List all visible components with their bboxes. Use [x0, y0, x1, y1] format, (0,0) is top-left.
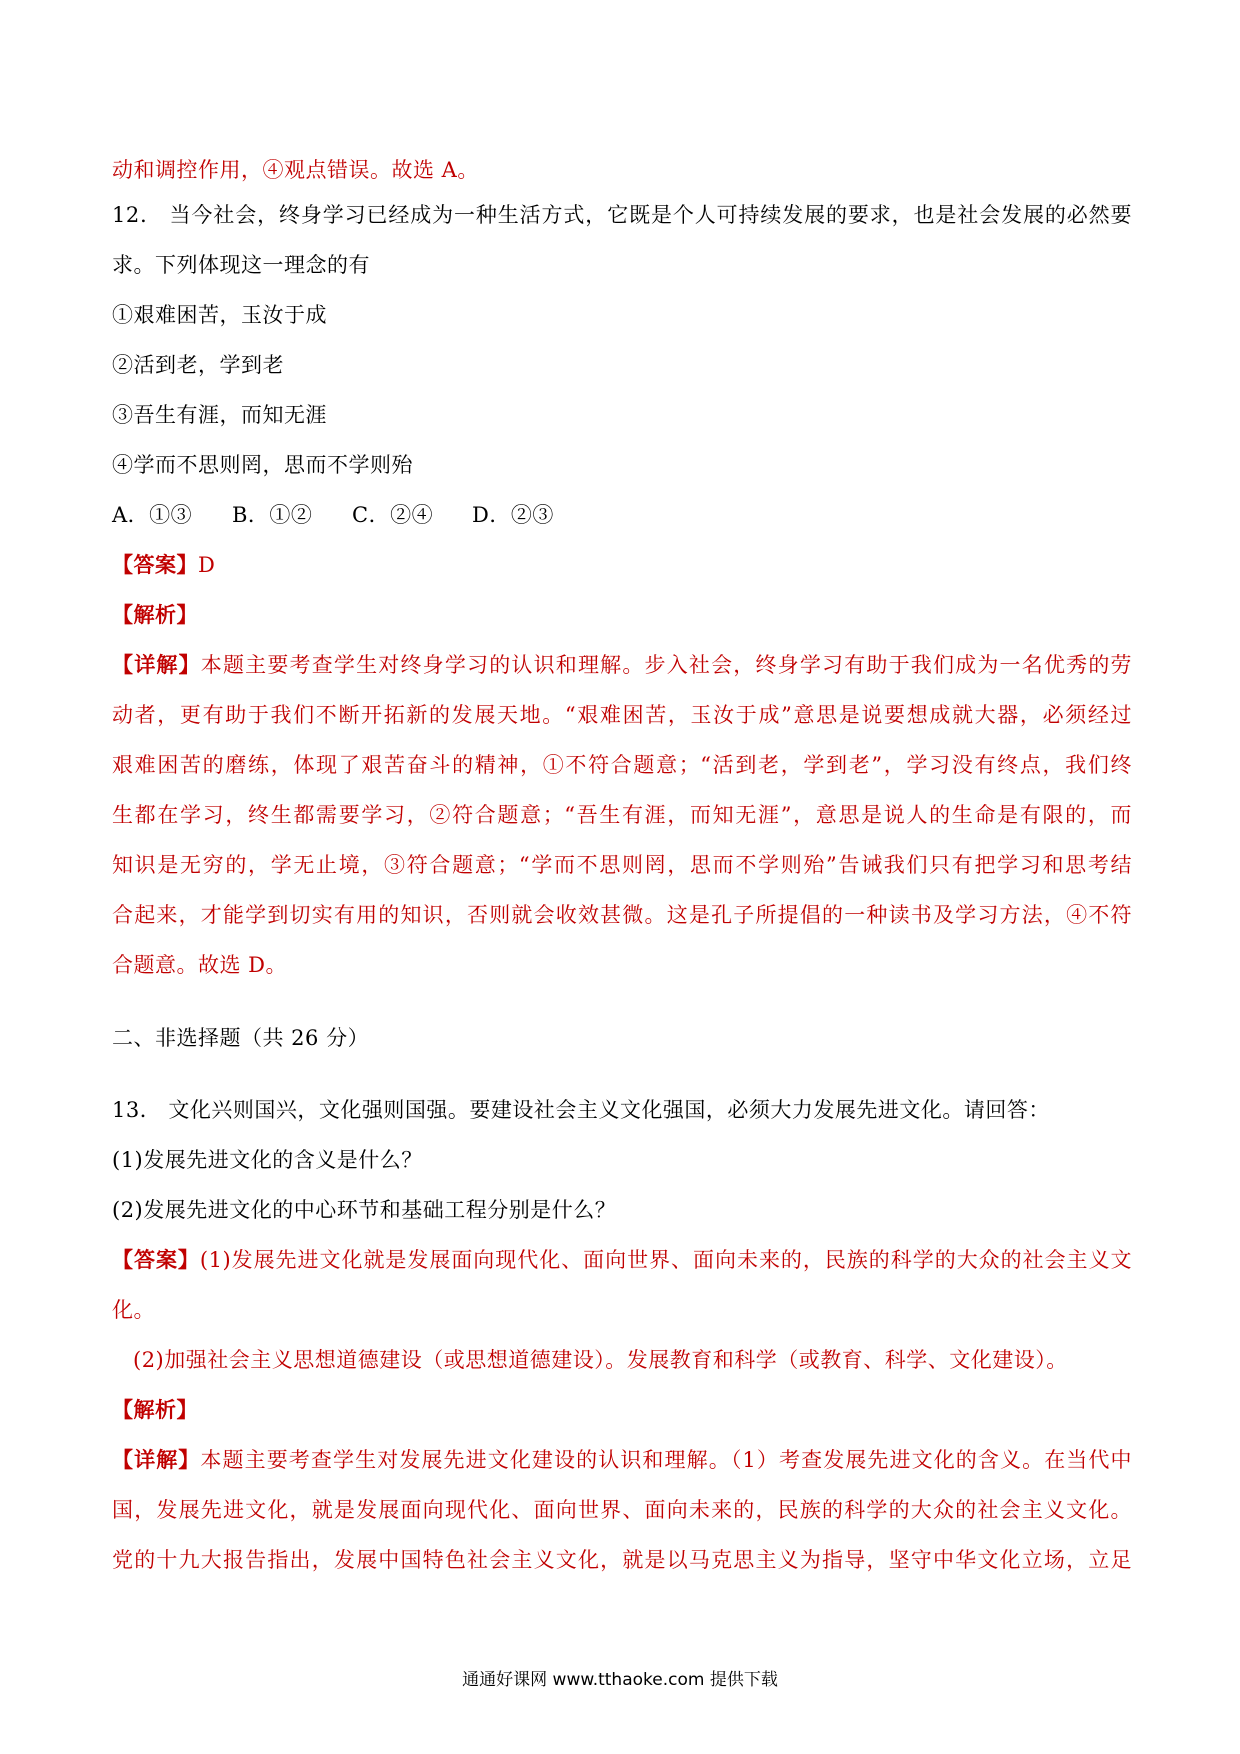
- choice-d: D．②③: [472, 503, 554, 527]
- choice-a: A．①③: [112, 503, 193, 527]
- question-12-answer: [112, 550, 1132, 580]
- answer-label: 【答案】: [112, 1247, 200, 1272]
- page-footer: 通通好课网 www.tthaoke.com 提供下载: [462, 1670, 778, 1690]
- prev-answer-tail: [112, 155, 1132, 185]
- question-13-analysis-label: 【解析】: [112, 1397, 198, 1422]
- question-12-detail-line2: 动者，更有助于我们不断开拓新的发展天地。“艰难困苦，玉汝于成”意思是说要想成就大器，必须经过: [112, 703, 1132, 727]
- question-12-detail-line5: 知识是无穷的，学无止境，③符合题意；“学而不思则罔，思而不学则殆”告诫我们只有把学习和思考结: [112, 853, 1132, 877]
- choice-c: C．②④: [352, 503, 434, 527]
- question-12-statement-2: ②活到老，学到老: [112, 353, 284, 377]
- choice-b: B．①②: [232, 503, 313, 527]
- question-12-statement-3: ③吾生有涯，而知无涯: [112, 403, 327, 427]
- question-13-detail-line2: 国，发展先进文化，就是发展面向现代化、面向世界、面向未来的，民族的科学的大众的社会主义文化。: [112, 1498, 1132, 1522]
- answer-value: D: [198, 553, 216, 577]
- question-13-detail-line3: 党的十九大报告指出，发展中国特色社会主义文化，就是以马克思主义为指导，坚守中华文化立场，立足: [112, 1548, 1132, 1572]
- detail-text: 本题主要考查学生对终身学习的认识和理解。步入社会，终身学习有助于我们成为一名优秀的劳: [200, 653, 1133, 677]
- question-12-detail-line1: [112, 650, 1132, 680]
- question-12-detail-line7: 合题意。故选 D。: [112, 953, 288, 977]
- question-13-answer-line2: 化。: [112, 1298, 155, 1322]
- question-13-sub1: (1)发展先进文化的含义是什么？: [112, 1148, 423, 1172]
- question-12-analysis-label: 【解析】: [112, 602, 198, 627]
- detail-label: 【详解】: [112, 1447, 201, 1472]
- question-12-stem-line1: 12． 当今社会，终身学习已经成为一种生活方式，它既是个人可持续发展的要求，也是社会发展的必然要: [112, 203, 1132, 227]
- question-12-stem-line2: 求。下列体现这一理念的有: [112, 253, 370, 277]
- detail-label: 【详解】: [112, 652, 201, 677]
- question-13-answer-line1: [112, 1245, 1132, 1275]
- section-2-heading: 二、非选择题（共 26 分）: [112, 1026, 370, 1050]
- question-12-detail-line3: 艰难困苦的磨练，体现了艰苦奋斗的精神，①不符合题意；“活到老，学到老”，学习没有终点，我们终: [112, 753, 1132, 777]
- question-12-statement-1: ①艰难困苦，玉汝于成: [112, 303, 327, 327]
- answer-text: (1)发展先进文化就是发展面向现代化、面向世界、面向未来的，民族的科学的大众的社会主义文: [199, 1248, 1132, 1272]
- question-12-statement-4: ④学而不思则罔，思而不学则殆: [112, 453, 413, 477]
- question-13-stem: 13． 文化兴则国兴，文化强则国强。要建设社会主义文化强国，必须大力发展先进文化。请回答：: [112, 1098, 1050, 1122]
- answer-label: 【答案】: [112, 552, 198, 577]
- question-13-answer-line3: (2)加强社会主义思想道德建设（或思想道德建设）。发展教育和科学（或教育、科学、文化建设）。: [133, 1348, 1068, 1372]
- text-line: 动和调控作用，④观点错误。故选 A。: [112, 158, 479, 182]
- detail-text: 本题主要考查学生对发展先进文化建设的认识和理解。（1）考查发展先进文化的含义。在当代中: [200, 1448, 1133, 1472]
- question-13-detail-line1: [112, 1445, 1132, 1475]
- question-12-detail-line4: 生都在学习，终生都需要学习，②符合题意；“吾生有涯，而知无涯”，意思是说人的生命是有限的，而: [112, 803, 1132, 827]
- question-12-choices: [112, 500, 1132, 530]
- question-13-sub2: (2)发展先进文化的中心环节和基础工程分别是什么？: [112, 1198, 617, 1222]
- question-12-detail-line6: 合起来，才能学到切实有用的知识，否则就会收效甚微。这是孔子所提倡的一种读书及学习方法，④不符: [112, 903, 1132, 927]
